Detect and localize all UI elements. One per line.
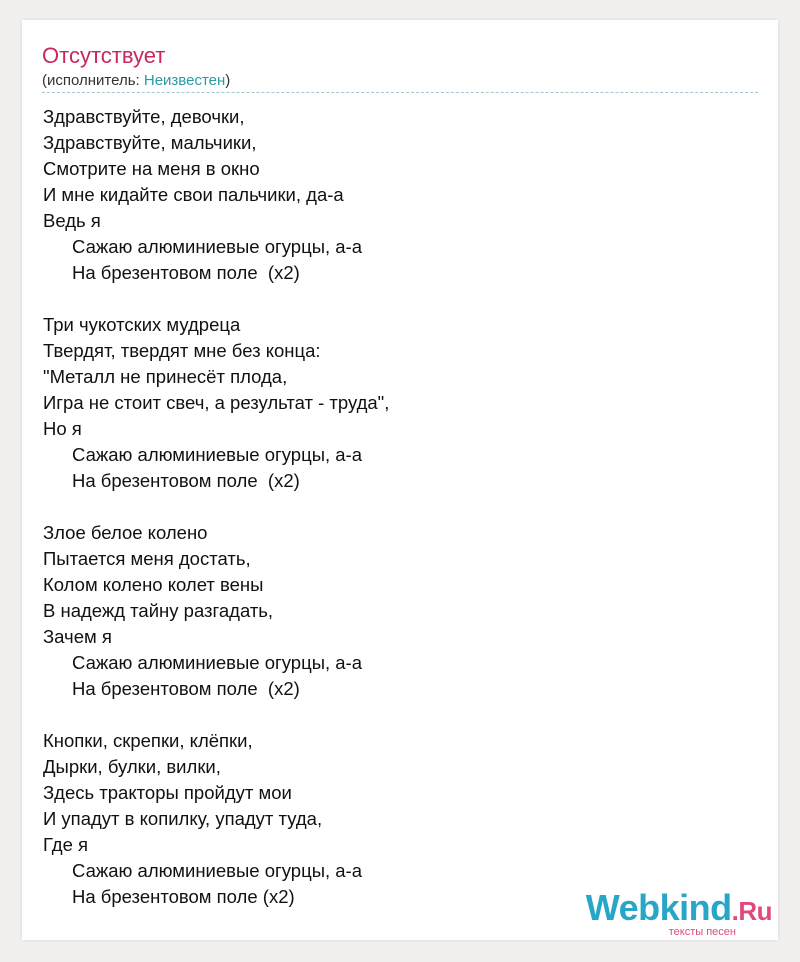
artist-link[interactable]: Неизвестен bbox=[143, 72, 226, 89]
lyrics-card bbox=[22, 20, 778, 940]
lyric-line: На брезентовом поле (x2) bbox=[72, 886, 295, 907]
logo-wordmark: Webkind bbox=[585, 887, 732, 928]
lyric-line: На брезентовом поле (x2) bbox=[72, 262, 300, 283]
logo-tld: .Ru bbox=[731, 896, 772, 926]
lyric-line: Зачем я bbox=[43, 626, 112, 647]
lyric-line: Кнопки, скрепки, клёпки, bbox=[43, 730, 253, 751]
lyric-line: Где я bbox=[43, 834, 89, 855]
song-title: Отсутствует bbox=[42, 43, 166, 68]
lyric-line: В надежд тайну разгадать, bbox=[43, 600, 274, 621]
lyric-line: И упадут в копилку, упадут туда, bbox=[43, 808, 323, 829]
artist-line bbox=[42, 72, 230, 90]
stanza-break bbox=[43, 702, 389, 728]
lyric-line: На брезентовом поле (x2) bbox=[72, 470, 300, 491]
logo-tagline: тексты песен bbox=[668, 926, 736, 938]
artist-prefix: (исполнитель: bbox=[42, 72, 144, 89]
site-logo[interactable] bbox=[586, 889, 772, 938]
lyric-line: Здравствуйте, девочки, bbox=[43, 106, 245, 127]
artist-suffix: ) bbox=[225, 72, 231, 89]
lyric-line: И мне кидайте свои пальчики, да-а bbox=[43, 184, 344, 205]
lyric-line: Злое белое колено bbox=[43, 522, 208, 543]
stanza-break bbox=[43, 286, 389, 312]
lyric-line: На брезентовом поле (x2) bbox=[72, 678, 300, 699]
lyrics-text bbox=[43, 104, 389, 910]
lyric-line: Здравствуйте, мальчики, bbox=[43, 132, 257, 153]
title-divider bbox=[42, 92, 758, 93]
lyric-line: Сажаю алюминиевые огурцы, а-а bbox=[72, 652, 363, 673]
stanza-break bbox=[43, 494, 389, 520]
lyric-line: Сажаю алюминиевые огурцы, а-а bbox=[72, 860, 363, 881]
lyric-line: "Металл не принесёт плода, bbox=[43, 366, 288, 387]
lyric-line: Твердят, твердят мне без конца: bbox=[43, 340, 321, 361]
lyric-line: Смотрите на меня в окно bbox=[43, 158, 260, 179]
lyric-line: Сажаю алюминиевые огурцы, а-а bbox=[72, 236, 363, 257]
lyric-line: Ведь я bbox=[43, 210, 101, 231]
lyric-line: Игра не стоит свеч, а результат - труда", bbox=[43, 392, 390, 413]
lyric-line: Пытается меня достать, bbox=[43, 548, 251, 569]
lyric-line: Здесь тракторы пройдут мои bbox=[43, 782, 292, 803]
lyric-line: Дырки, булки, вилки, bbox=[43, 756, 221, 777]
lyric-line: Три чукотских мудреца bbox=[43, 314, 241, 335]
lyric-line: Колом колено колет вены bbox=[43, 574, 264, 595]
lyric-line: Но я bbox=[43, 418, 82, 439]
lyric-line: Сажаю алюминиевые огурцы, а-а bbox=[72, 444, 363, 465]
